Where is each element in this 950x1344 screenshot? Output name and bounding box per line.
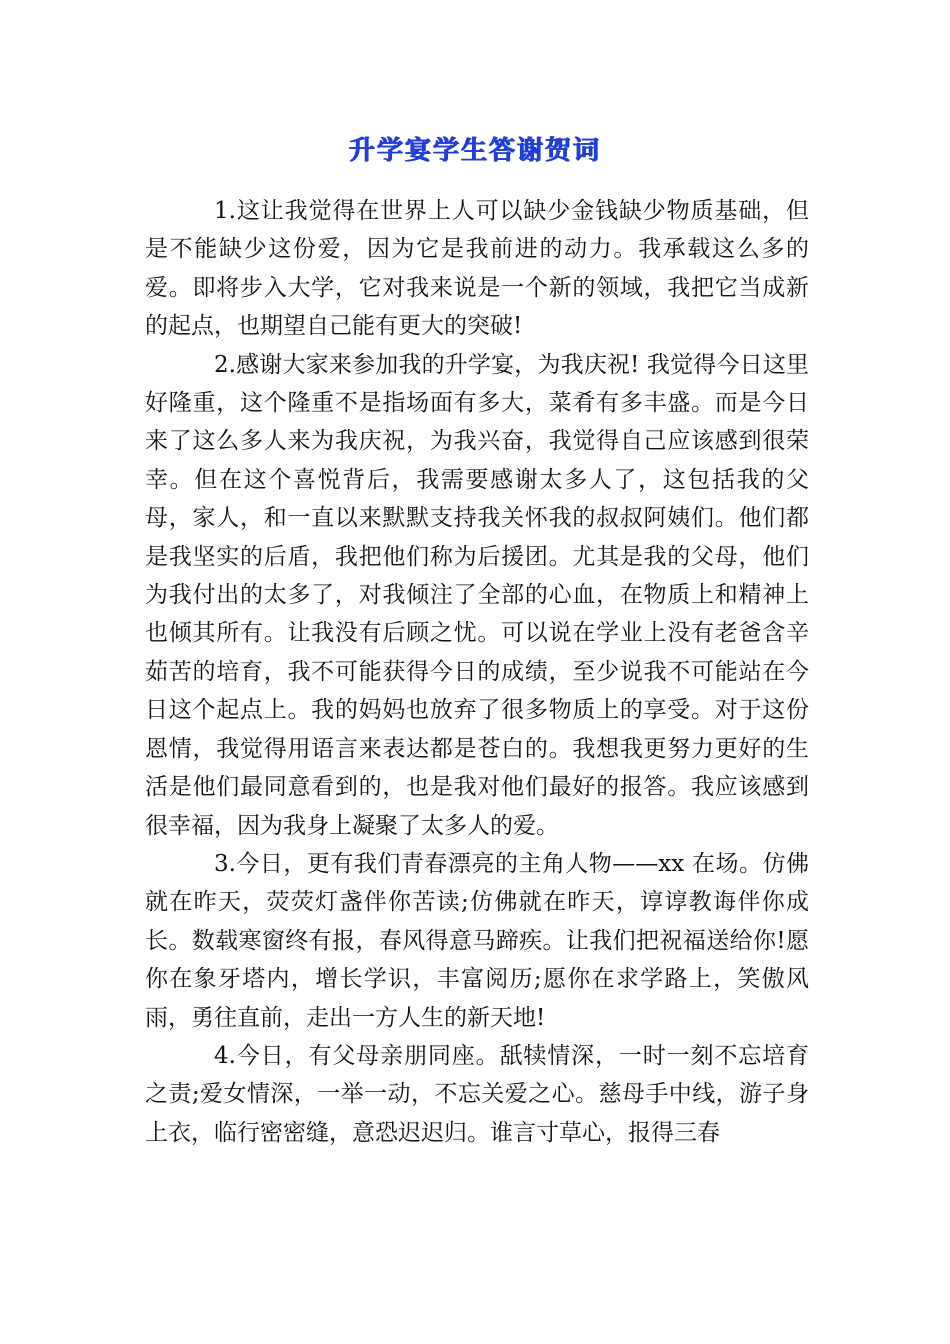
- paragraph-3: 3.今日，更有我们青春漂亮的主角人物——xx 在场。仿佛就在昨天，荧荧灯盏伴你苦读;仿佛就在昨天，谆谆教诲伴你成长。数载寒窗终有报，春风得意马蹄疾。让我们把祝福送给你!愿你在象牙塔内，增长学识，丰富阅历;愿你在求学路上，笑傲风雨，勇往直前，走出一方人生的新天地!: [145, 850, 809, 1031]
- paragraph-1: 1.这让我觉得在世界上人可以缺少金钱缺少物质基础，但是不能缺少这份爱，因为它是我前进的动力。我承载这么多的爱。即将步入大学，它对我来说是一个新的领域，我把它当成新的起点，也期望自己能有更大的突破!: [145, 198, 809, 340]
- document-body: [145, 192, 809, 1152]
- paragraph-4: 4.今日，有父母亲朋同座。舐犊情深，一时一刻不忘培育之责;爱女情深，一举一动，不忘关爱之心。慈母手中线，游子身上衣，临行密密缝，意恐迟迟归。谁言寸草心，报得三春: [145, 1042, 809, 1146]
- paragraph-2: 2.感谢大家来参加我的升学宴，为我庆祝! 我觉得今日这里好隆重，这个隆重不是指场面有多大，菜肴有多丰盛。而是今日来了这么多人来为我庆祝，为我兴奋，我觉得自己应该感到很荣幸。但在这个喜悦背后，我需要感谢太多人了，这包括我的父母，家人，和一直以来默默支持我关怀我的叔叔阿姨们。他们都是我坚实的后盾，我把他们称为后援团。尤其是我的父母，他们为我付出的太多了，对我倾注了全部的心血，在物质上和精神上也倾其所有。让我没有后顾之忧。可以说在学业上没有老爸含辛茹苦的培育，我不可能获得今日的成绩，至少说我不可能站在今日这个起点上。我的妈妈也放弃了很多物质上的享受。对于这份恩情，我觉得用语言来表达都是苍白的。我想我更努力更好的生活是他们最同意看到的，也是我对他们最好的报答。我应该感到很幸福，因为我身上凝聚了太多人的爱。: [145, 351, 809, 839]
- document-title: 升学宴学生答谢贺词: [348, 136, 601, 166]
